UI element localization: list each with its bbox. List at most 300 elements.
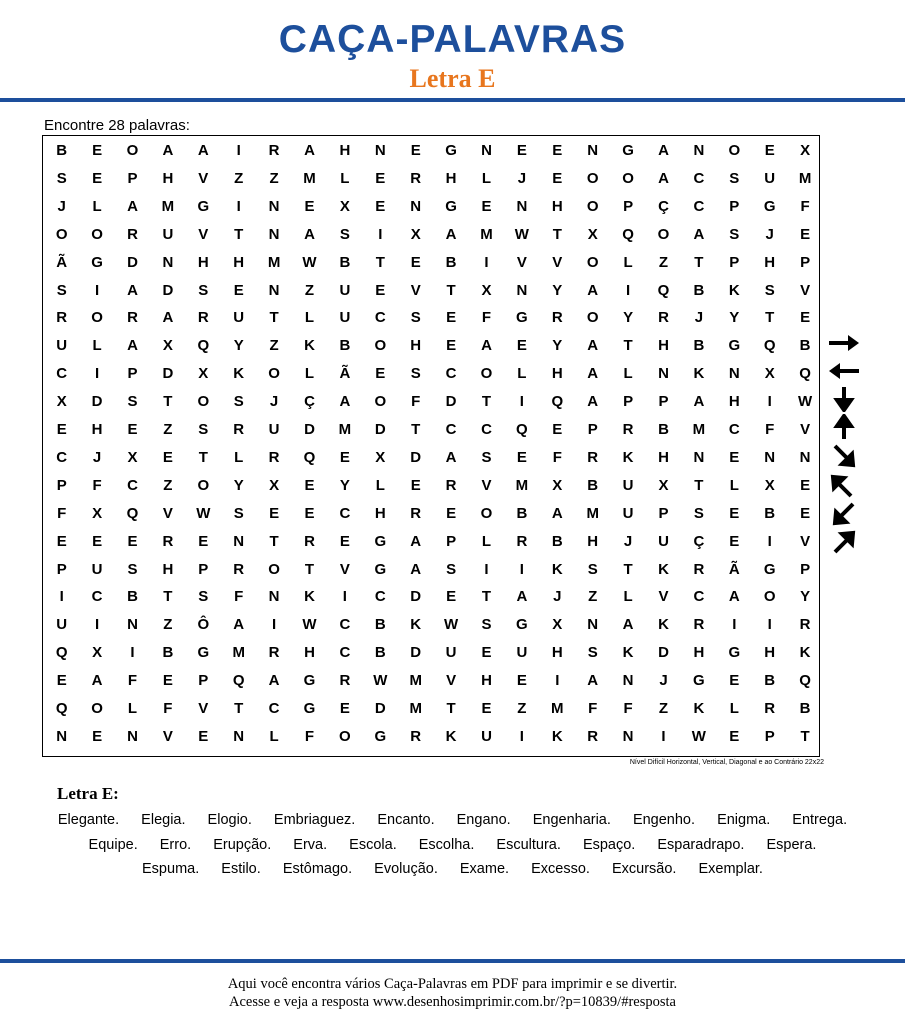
word-item: Excursão. xyxy=(611,861,677,877)
grid-letter: J xyxy=(92,448,102,466)
grid-letter: U xyxy=(233,309,245,327)
grid-letter: E xyxy=(446,588,457,606)
grid-letter: S xyxy=(56,169,67,187)
grid-letter: T xyxy=(446,700,456,717)
grid-letter: Z xyxy=(517,700,527,717)
grid-letter: X xyxy=(127,448,138,466)
grid-letter: L xyxy=(269,727,279,745)
grid-letter: K xyxy=(799,644,811,662)
grid-letter: C xyxy=(56,448,68,466)
grid-letter: A xyxy=(268,672,280,690)
grid-letter: L xyxy=(623,365,633,383)
grid-letter: D xyxy=(658,644,669,662)
grid-letter: B xyxy=(162,644,174,662)
grid-letter: E xyxy=(304,476,315,494)
grid-letter: H xyxy=(445,169,457,187)
grid-letter: D xyxy=(162,281,174,299)
grid-letter: B xyxy=(764,504,776,522)
grid-letter: X xyxy=(552,616,563,634)
grid-letter: C xyxy=(127,476,138,494)
grid-letter: B xyxy=(799,337,811,355)
grid-letter: N xyxy=(268,197,280,215)
grid-letter: S xyxy=(233,393,244,411)
grid-letter: K xyxy=(693,700,705,717)
grid-letter: N xyxy=(162,253,174,271)
grid-letter: H xyxy=(197,253,209,271)
grid-letter: I xyxy=(484,253,489,271)
word-item: Erva. xyxy=(293,836,328,853)
grid-letter: K xyxy=(693,365,705,383)
grid-letter: S xyxy=(587,560,598,578)
grid-letter: A xyxy=(658,169,669,187)
grid-letter: W xyxy=(373,672,388,690)
grid-letter: R xyxy=(693,560,705,578)
grid-letter: N xyxy=(693,142,705,159)
grid-letter: L xyxy=(517,365,527,383)
grid-letter: R xyxy=(764,700,776,717)
grid-letter: B xyxy=(374,616,386,634)
grid-letter: L xyxy=(481,532,492,550)
grid-letter: T xyxy=(623,560,633,578)
grid-letter: E xyxy=(729,672,740,690)
grid-letter: N xyxy=(622,727,634,745)
grid-letter: A xyxy=(587,281,599,299)
grid-letter: N xyxy=(799,448,811,466)
grid-letter: E xyxy=(92,142,103,159)
grid-letter: A xyxy=(162,142,174,159)
grid-letter: F xyxy=(623,700,633,717)
grid-letter: E xyxy=(198,532,209,550)
grid-letter: L xyxy=(481,169,492,187)
grid-letter: B xyxy=(339,337,351,355)
grid-letter: Q xyxy=(55,700,68,717)
grid-letter: E xyxy=(481,197,492,215)
grid-letter: K xyxy=(551,727,563,745)
grid-letter: G xyxy=(516,309,528,327)
grid-letter: R xyxy=(56,309,68,327)
grid-letter: C xyxy=(445,365,457,383)
grid-letter: K xyxy=(622,448,634,466)
grid-letter: O xyxy=(126,142,139,159)
word-item: Escola. xyxy=(349,836,397,853)
grid-letter: T xyxy=(198,448,208,466)
grid-letter: X xyxy=(92,644,103,662)
grid-letter: E xyxy=(729,448,740,466)
grid-letter: E xyxy=(56,421,67,438)
grid-letter: I xyxy=(130,644,135,662)
grid-letter: E xyxy=(92,532,103,550)
grid-letter: N xyxy=(481,142,492,159)
grid-letter: Y xyxy=(552,337,563,355)
grid-letter: V xyxy=(481,476,492,494)
grid-letter: E xyxy=(410,253,421,271)
grid-letter: E xyxy=(729,504,740,522)
grid-letter: P xyxy=(658,393,669,411)
grid-letter: A xyxy=(339,393,351,411)
grid-letter: U xyxy=(764,169,776,187)
grid-letter: Y xyxy=(800,588,811,606)
grid-letter: S xyxy=(127,393,138,411)
grid-letter: R xyxy=(339,672,351,690)
grid-letter: U xyxy=(339,309,351,327)
grid-letter: Q xyxy=(551,393,564,411)
footer-line-2: Acesse e veja a resposta www.desenhosimprimir.com.br/?p=10839/#resposta xyxy=(229,994,676,1010)
grid-letter: R xyxy=(410,169,422,187)
grid-letter: Y xyxy=(233,337,244,355)
grid-letter: C xyxy=(91,588,103,606)
grid-letter: N xyxy=(268,225,280,243)
grid-letter: G xyxy=(374,727,387,745)
grid-letter: R xyxy=(551,309,563,327)
word-item: Exame. xyxy=(459,861,510,877)
grid-letter: O xyxy=(480,365,493,383)
grid-letter: H xyxy=(304,644,315,662)
grid-letter: A xyxy=(304,225,315,243)
word-item: Erupção. xyxy=(213,836,272,853)
grid-letter: D xyxy=(162,365,174,383)
grid-letter: Z xyxy=(163,476,173,494)
grid-letter: Q xyxy=(303,448,316,466)
grid-letter: A xyxy=(410,560,422,578)
grid-letter: G xyxy=(622,142,634,159)
grid-letter: J xyxy=(517,169,527,187)
word-item: Estilo. xyxy=(221,861,261,877)
grid-letter: X xyxy=(764,476,775,494)
grid-letter: D xyxy=(304,421,315,438)
grid-letter: M xyxy=(338,421,352,438)
grid-letter: G xyxy=(374,560,387,578)
grid-letter: E xyxy=(800,309,811,327)
grid-letter: E xyxy=(162,448,173,466)
up-left-arrow-icon xyxy=(826,473,862,499)
grid-letter: C xyxy=(374,588,386,606)
grid-letter: W xyxy=(196,504,211,522)
word-item: Engenharia. xyxy=(532,812,611,828)
grid-letter: R xyxy=(410,504,422,522)
grid-letter: H xyxy=(764,253,776,271)
word-item: Elogio. xyxy=(207,812,252,828)
grid-letter: O xyxy=(374,393,387,411)
grid-letter: K xyxy=(658,616,669,634)
grid-letter: T xyxy=(375,253,385,271)
grid-letter: B xyxy=(764,672,776,690)
word-item: Elegante. xyxy=(57,812,120,828)
grid-letter: G xyxy=(303,672,316,690)
grid-letter: G xyxy=(445,142,457,159)
grid-letter: I xyxy=(626,281,631,299)
grid-letter: G xyxy=(374,532,387,550)
grid-letter: S xyxy=(198,588,209,606)
grid-letter: P xyxy=(198,672,209,690)
grid-letter: S xyxy=(693,504,704,522)
grid-letter: E xyxy=(446,337,457,355)
grid-letter: F xyxy=(552,448,562,466)
grid-letter: E xyxy=(481,700,492,717)
grid-letter: X xyxy=(375,448,386,466)
grid-letter: E xyxy=(516,448,527,466)
grid-letter: V xyxy=(800,281,811,299)
grid-letter: U xyxy=(622,476,634,494)
up-right-arrow-icon xyxy=(826,529,862,555)
grid-letter: R xyxy=(622,421,634,438)
grid-letter: T xyxy=(694,253,704,271)
grid-letter: R xyxy=(304,532,315,550)
grid-letter: Q xyxy=(232,672,245,690)
grid-letter: I xyxy=(236,197,241,215)
grid-letter: S xyxy=(481,448,492,466)
grid-letter: L xyxy=(623,253,633,271)
grid-letter: H xyxy=(339,142,351,159)
grid-letter: R xyxy=(127,309,138,327)
grid-letter: N xyxy=(233,532,245,550)
grid-letter: A xyxy=(91,672,103,690)
grid-letter: N xyxy=(374,142,386,159)
grid-letter: K xyxy=(728,281,740,299)
grid-letter: M xyxy=(161,197,175,215)
grid-letter: O xyxy=(91,700,103,717)
word-item: Escolha. xyxy=(418,836,475,853)
grid-letter: V xyxy=(658,588,669,606)
grid-letter: R xyxy=(268,142,280,159)
grid-letter: N xyxy=(410,197,422,215)
grid-letter: T xyxy=(269,309,279,327)
grid-letter: A xyxy=(693,393,705,411)
grid-letter: E xyxy=(375,281,386,299)
grid-letter: T xyxy=(304,560,315,578)
grid-letter: T xyxy=(481,588,492,606)
grid-letter: R xyxy=(693,616,705,634)
grid-letter: O xyxy=(586,197,599,215)
grid-letter: I xyxy=(378,225,383,243)
grid-letter: H xyxy=(162,169,174,187)
grid-letter: G xyxy=(197,644,210,662)
word-item: Engano. xyxy=(456,812,511,828)
grid-letter: I xyxy=(767,616,772,634)
grid-letter: U xyxy=(658,532,669,550)
footer-line-1: Aqui você encontra vários Caça-Palavras em PDF para imprimir e se divertir. xyxy=(227,976,678,992)
header-rule xyxy=(0,98,905,102)
grid-letter: E xyxy=(56,672,67,690)
grid-letter: T xyxy=(234,700,244,717)
grid-letter: H xyxy=(233,253,245,271)
grid-letter: Q xyxy=(622,225,634,243)
grid-letter: J xyxy=(659,672,668,690)
level-note: Nível Difícil Horizontal, Vertical, Diagonal e ao Contrário 22x22 xyxy=(629,759,824,766)
word-item: Exemplar. xyxy=(698,861,763,877)
grid-letter: Y xyxy=(623,309,634,327)
grid-letter: K xyxy=(410,616,422,634)
grid-letter: X xyxy=(162,337,173,355)
grid-letter: I xyxy=(661,727,666,745)
grid-letter: M xyxy=(267,253,281,271)
grid-letter: E xyxy=(198,727,209,745)
grid-letter: C xyxy=(268,700,280,717)
grid-letter: A xyxy=(162,309,174,327)
grid-letter: X xyxy=(56,393,67,411)
grid-letter: K xyxy=(622,644,634,662)
grid-letter: N xyxy=(268,281,280,299)
grid-letter: E xyxy=(92,727,103,745)
grid-letter: B xyxy=(339,253,351,271)
instructions: Encontre 28 palavras: xyxy=(44,117,190,134)
grid-letter: X xyxy=(658,476,669,494)
grid-letter: T xyxy=(765,309,775,327)
grid-letter: B xyxy=(445,253,457,271)
grid-letter: W xyxy=(798,393,813,411)
grid-letter: A xyxy=(127,197,138,215)
grid-letter: L xyxy=(92,197,102,215)
grid-letter: H xyxy=(764,644,776,662)
grid-letter: E xyxy=(552,169,563,187)
grid-letter: A xyxy=(304,142,315,159)
grid-letter: L xyxy=(127,700,138,717)
grid-letter: O xyxy=(622,169,634,187)
grid-letter: B xyxy=(658,421,669,438)
grid-letter: E xyxy=(269,504,280,522)
grid-letter: Q xyxy=(126,504,139,522)
word-item: Erro. xyxy=(159,836,192,853)
grid-letter: I xyxy=(272,616,277,634)
grid-letter: O xyxy=(728,142,741,159)
word-item: Espaço. xyxy=(582,836,636,853)
grid-letter: R xyxy=(268,448,280,466)
grid-letter: P xyxy=(56,560,67,578)
grid-letter: D xyxy=(410,588,422,606)
grid-letter: K xyxy=(445,727,457,745)
grid-letter: V xyxy=(339,560,350,578)
grid-letter: E xyxy=(446,309,457,327)
grid-letter: R xyxy=(410,727,422,745)
grid-letter: R xyxy=(658,309,669,327)
grid-letter: P xyxy=(56,476,67,494)
grid-letter: P xyxy=(764,727,775,745)
grid-letter: P xyxy=(729,197,740,215)
grid-letter: P xyxy=(623,197,634,215)
grid-letter: U xyxy=(339,281,351,299)
grid-letter: V xyxy=(446,672,457,690)
grid-letter: E xyxy=(410,476,421,494)
grid-letter: A xyxy=(622,616,634,634)
grid-letter: E xyxy=(304,504,315,522)
grid-letter: C xyxy=(339,504,351,522)
grid-letter: I xyxy=(95,616,100,634)
grid-letter: J xyxy=(623,532,633,550)
page-subtitle: Letra E xyxy=(409,64,496,93)
grid-letter: V xyxy=(162,504,173,522)
grid-letter: C xyxy=(374,309,386,327)
grid-letter: V xyxy=(552,253,563,271)
grid-letter: I xyxy=(519,560,524,578)
grid-letter: E xyxy=(127,421,138,438)
word-search-grid xyxy=(42,135,820,757)
word-item: Enigma. xyxy=(717,812,771,828)
grid-letter: Ã xyxy=(728,560,740,578)
grid-letter: P xyxy=(127,365,138,383)
grid-letter: H xyxy=(481,672,492,690)
grid-letter: X xyxy=(92,504,103,522)
grid-letter: R xyxy=(268,644,280,662)
grid-letter: M xyxy=(303,169,316,187)
grid-letter: Z xyxy=(304,281,315,299)
grid-letter: E xyxy=(410,142,421,159)
grid-letter: M xyxy=(232,644,245,662)
grid-letter: O xyxy=(657,225,670,243)
grid-letter: S xyxy=(481,616,492,634)
grid-letter: X xyxy=(764,365,775,383)
grid-letter: J xyxy=(694,309,704,327)
grid-letter: E xyxy=(552,142,563,159)
grid-letter: V xyxy=(198,225,209,243)
grid-letter: A xyxy=(551,504,563,522)
grid-letter: Z xyxy=(163,421,173,438)
word-item: Elegia. xyxy=(141,812,186,828)
grid-letter: F xyxy=(588,700,598,717)
grid-letter: M xyxy=(480,225,493,243)
word-item: Entrega. xyxy=(792,812,848,828)
grid-letter: O xyxy=(91,309,103,327)
word-item: Excesso. xyxy=(531,861,590,877)
grid-letter: P xyxy=(800,253,811,271)
grid-letter: N xyxy=(233,727,245,745)
grid-letter: Q xyxy=(763,337,776,355)
grid-letter: E xyxy=(800,476,811,494)
grid-letter: G xyxy=(91,253,103,271)
grid-letter: F xyxy=(411,393,421,411)
grid-letter: B xyxy=(374,644,386,662)
grid-letter: B xyxy=(551,532,563,550)
grid-letter: E xyxy=(800,504,811,522)
word-item: Espera. xyxy=(766,836,817,853)
grid-letter: V xyxy=(410,281,421,299)
grid-letter: O xyxy=(268,365,280,383)
word-item: Engenho. xyxy=(632,812,696,828)
grid-letter: W xyxy=(691,727,706,745)
grid-letter: F xyxy=(163,700,173,717)
grid-letter: Z xyxy=(658,253,669,271)
word-item: Espuma. xyxy=(142,861,200,877)
grid-letter: N xyxy=(728,365,740,383)
grid-letter: P xyxy=(127,169,138,187)
grid-letter: E xyxy=(127,532,138,550)
grid-letter: N xyxy=(127,616,138,634)
grid-letter: E xyxy=(56,532,67,550)
grid-letter: F xyxy=(57,504,67,522)
grid-letter: I xyxy=(95,281,100,299)
grid-letter: F xyxy=(127,672,138,690)
grid-letter: Q xyxy=(799,365,811,383)
grid-letter: E xyxy=(446,504,457,522)
grid-letter: O xyxy=(268,560,280,578)
grid-letter: O xyxy=(480,504,493,522)
grid-letter: R xyxy=(799,616,811,634)
grid-letter: B xyxy=(799,700,811,717)
grid-letter: M xyxy=(409,700,422,717)
grid-letter: C xyxy=(693,588,705,606)
grid-letter: A xyxy=(481,337,492,355)
word-item: Embriaguez. xyxy=(273,812,356,828)
grid-letter: C xyxy=(728,421,740,438)
grid-letter: T xyxy=(481,393,492,411)
grid-letter: U xyxy=(268,421,280,438)
grid-letter: E xyxy=(552,421,563,438)
grid-letter: Z xyxy=(269,337,279,355)
grid-letter: B xyxy=(693,337,705,355)
grid-letter: Y xyxy=(729,309,740,327)
grid-letter: B xyxy=(56,142,68,159)
grid-letter: H xyxy=(551,365,563,383)
grid-letter: D xyxy=(410,644,422,662)
grid-letter: T xyxy=(694,476,704,494)
